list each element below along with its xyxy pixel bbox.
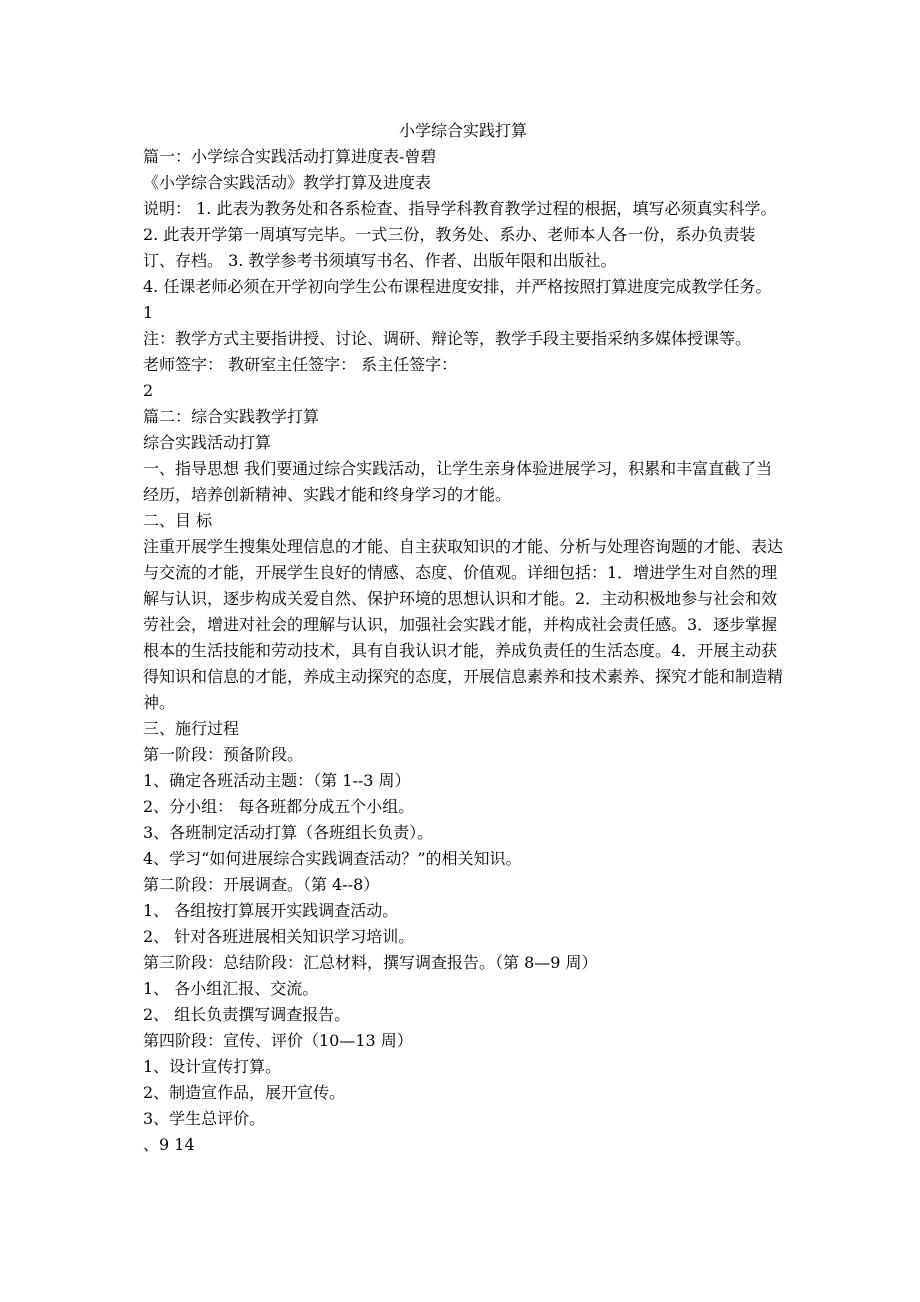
list-item: 3、各班制定活动打算（各班组长负责）。 bbox=[143, 823, 434, 842]
section-heading: 三、施行过程 bbox=[143, 719, 240, 738]
page-number: 1 bbox=[143, 303, 154, 322]
list-item: 1、 各小组汇报、交流。 bbox=[143, 979, 319, 998]
signature-line: 老师签字： 教研室主任签字： 系主任签字： bbox=[143, 355, 458, 374]
text-line: 第四阶段：宣传、评价（10—13 周） bbox=[143, 1031, 413, 1050]
text-line: 第三阶段：总结阶段：汇总材料，撰写调查报告。（第 8—9 周） bbox=[143, 953, 598, 972]
list-item: 2、制造宣作品，展开宣传。 bbox=[143, 1083, 346, 1102]
text-line: 第一阶段：预备阶段。 bbox=[143, 745, 304, 764]
text-line: 综合实践活动打算 bbox=[143, 433, 272, 452]
section-heading: 二、目 标 bbox=[143, 511, 213, 530]
text-line: 注：教学方式主要指讲授、讨论、调研、辩论等，教学手段主要指采纳多媒体授课等。 bbox=[143, 329, 752, 348]
list-item: 4、学习“如何进展综合实践调查活动？”的相关知识。 bbox=[143, 849, 522, 868]
list-item: 2、分小组： 每各班都分成五个小组。 bbox=[143, 797, 415, 816]
text-line: 2. 此表开学第一周填写完毕。一式三份，教务处、系办、老师本人各一份，系办负责装订、存档。 3. 教学参考书须填写书名、作者、出版年限和出版社。 bbox=[143, 225, 756, 270]
page-number: 2 bbox=[143, 381, 154, 400]
document-body bbox=[143, 118, 783, 1158]
list-item: 2、 组长负责撰写调查报告。 bbox=[143, 1005, 351, 1024]
text-line: 注重开展学生搜集处理信息的才能、自主获取知识的才能、分析与处理咨询题的才能、表达与交流的才能，开展学生良好的情感、态度、价值观。详细包括：1．增进学生对自然的理解与认识，逐步构成关爱自然、保护环境的思想认识和才能。2．主动积极地参与社会和效劳社会，增进对社会的理解与认识，加强社会实践才能，并构成社会责任感。3．逐步掌握根本的生活技能和劳动技术，具有自我认识才能，养成负责任的生活态度。4．开展主动获得知识和信息的才能，养成主动探究的态度，开展信息素养和技术素养、探究才能和制造精神。 bbox=[143, 537, 784, 712]
text-line: 一、指导思想 我们要通过综合实践活动，让学生亲身体验进展学习，积累和丰富直截了当经历，培养创新精神、实践才能和终身学习的才能。 bbox=[143, 459, 773, 504]
text-line: 4. 任课老师必须在开学初向学生公布课程进度安排，并严格按照打算进度完成教学任务。 bbox=[143, 277, 772, 296]
document-title: 小学综合实践打算 bbox=[398, 121, 527, 140]
text-line: 第二阶段：开展调查。（第 4--8） bbox=[143, 875, 380, 894]
text-line: 说明： 1. 此表为教务处和各系检查、指导学科教育教学过程的根据，填写必须真实科学。 bbox=[143, 199, 777, 218]
text-line: 《小学综合实践活动》教学打算及进度表 bbox=[143, 173, 432, 192]
list-item: 3、学生总评价。 bbox=[143, 1109, 266, 1128]
text-line: 、9 14 bbox=[143, 1135, 195, 1154]
list-item: 1、设计宣传打算。 bbox=[143, 1057, 282, 1076]
list-item: 2、 针对各班进展相关知识学习培训。 bbox=[143, 927, 415, 946]
text-line: 篇一：小学综合实践活动打算进度表-曾碧 bbox=[143, 147, 437, 166]
section-heading: 篇二：综合实践教学打算 bbox=[143, 407, 320, 426]
list-item: 1、 各组按打算展开实践调查活动。 bbox=[143, 901, 399, 920]
list-item: 1、确定各班活动主题：（第 1--3 周） bbox=[143, 771, 411, 790]
